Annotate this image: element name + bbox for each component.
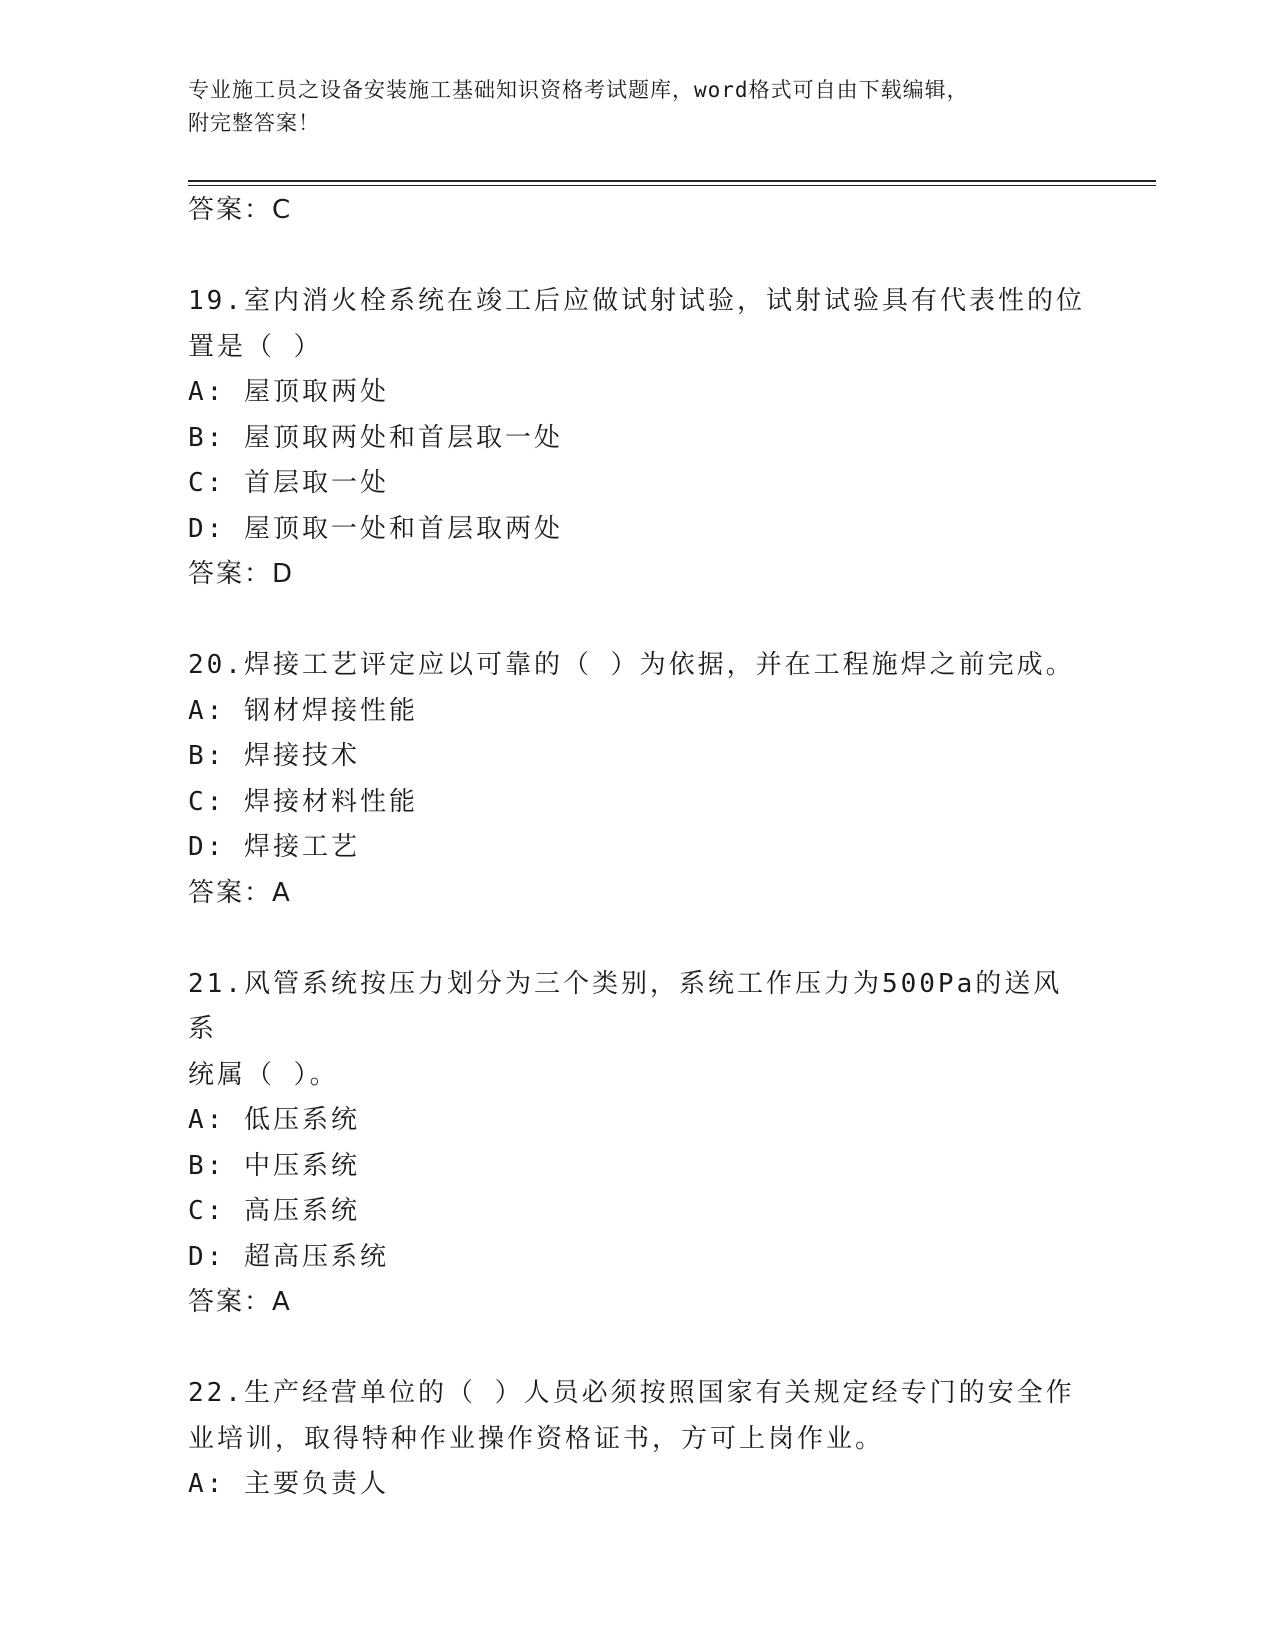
option-b: B: 焊接技术 bbox=[188, 741, 360, 771]
option-a: A: 主要负责人 bbox=[188, 1469, 389, 1499]
header-line-1: 专业施工员之设备安装施工基础知识资格考试题库，word格式可自由下载编辑， bbox=[188, 78, 969, 102]
option-b: B: 中压系统 bbox=[188, 1150, 360, 1181]
answer-label: 答案：C bbox=[188, 195, 293, 225]
question-22 bbox=[188, 1371, 1088, 1508]
question-stem-continued: 置是（ ） bbox=[188, 331, 323, 362]
question-stem-continued: 业培训，取得特种作业操作资格证书，方可上岗作业。 bbox=[188, 1423, 885, 1454]
question-19 bbox=[188, 279, 1088, 598]
option-c: C: 高压系统 bbox=[188, 1196, 360, 1226]
answer-label: 答案：A bbox=[188, 877, 292, 908]
question-list bbox=[188, 188, 1088, 1508]
header-divider-thin bbox=[188, 185, 1156, 186]
document-header bbox=[188, 74, 1088, 140]
option-d: D: 屋顶取一处和首层取两处 bbox=[188, 513, 563, 544]
option-c: C: 焊接材料性能 bbox=[188, 786, 418, 817]
option-a: A: 屋顶取两处 bbox=[188, 377, 389, 407]
answer-label: 答案：A bbox=[188, 1287, 292, 1317]
option-a: A: 钢材焊接性能 bbox=[188, 695, 418, 726]
question-stem: 20.焊接工艺评定应以可靠的（ ）为依据，并在工程施焊之前完成。 bbox=[188, 650, 1075, 680]
question-stem: 22.生产经营单位的（ ）人员必须按照国家有关规定经专门的安全作 bbox=[188, 1378, 1075, 1408]
question-21 bbox=[188, 962, 1088, 1326]
question-stem: 19.室内消火栓系统在竣工后应做试射试验，试射试验具有代表性的位 bbox=[188, 286, 1085, 316]
header-line-2: 附完整答案！ bbox=[188, 111, 320, 135]
question-stem: 21.风管系统按压力划分为三个类别，系统工作压力为500Pa的送风系 bbox=[188, 968, 1063, 1044]
option-b: B: 屋顶取两处和首层取一处 bbox=[188, 422, 563, 453]
question-stem-continued: 统属（ ）。 bbox=[188, 1059, 339, 1090]
option-d: D: 焊接工艺 bbox=[188, 832, 360, 862]
option-c: C: 首层取一处 bbox=[188, 468, 389, 498]
header-divider-thick bbox=[188, 180, 1156, 182]
option-d: D: 超高压系统 bbox=[188, 1241, 389, 1272]
option-a: A: 低压系统 bbox=[188, 1105, 360, 1135]
question-20 bbox=[188, 643, 1088, 916]
answer-label: 答案：D bbox=[188, 559, 295, 589]
